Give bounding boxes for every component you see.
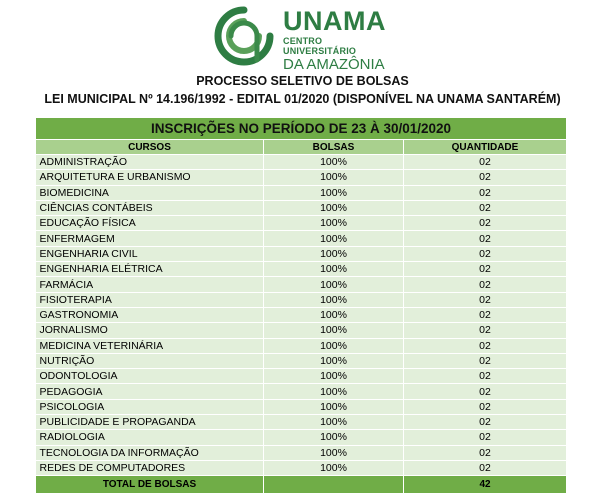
scholarship-percent: 100% <box>264 262 404 277</box>
course-name: ARQUITETURA E URBANISMO <box>36 170 264 185</box>
quantity: 02 <box>404 246 567 261</box>
quantity: 02 <box>404 185 567 200</box>
unama-emblem-icon <box>211 6 277 66</box>
table-row <box>36 200 567 215</box>
course-name: REDES DE COMPUTADORES <box>36 460 264 475</box>
course-name: ENGENHARIA ELÉTRICA <box>36 262 264 277</box>
course-name: ODONTOLOGIA <box>36 369 264 384</box>
table-row <box>36 430 567 445</box>
scholarship-percent: 100% <box>264 460 404 475</box>
course-name: EDUCAÇÃO FÍSICA <box>36 216 264 231</box>
table-body <box>36 155 567 476</box>
column-header-bolsas: BOLSAS <box>264 140 404 155</box>
scholarship-percent: 100% <box>264 445 404 460</box>
quantity: 02 <box>404 155 567 170</box>
logo-line2: DA AMAZÔNIA <box>283 56 385 73</box>
scholarship-percent: 100% <box>264 338 404 353</box>
column-header-quantidade: QUANTIDADE <box>404 140 567 155</box>
table-row <box>36 170 567 185</box>
course-name: NUTRIÇÃO <box>36 353 264 368</box>
course-name: TECNOLOGIA DA INFORMAÇÃO <box>36 445 264 460</box>
table-row <box>36 445 567 460</box>
table-banner: INSCRIÇÕES NO PERÍODO DE 23 À 30/01/2020 <box>36 118 567 140</box>
scholarship-percent: 100% <box>264 231 404 246</box>
scholarship-percent: 100% <box>264 155 404 170</box>
scholarship-percent: 100% <box>264 369 404 384</box>
quantity: 02 <box>404 445 567 460</box>
table-row <box>36 216 567 231</box>
table-row <box>36 246 567 261</box>
table-row <box>36 292 567 307</box>
course-name: RADIOLOGIA <box>36 430 264 445</box>
quantity: 02 <box>404 292 567 307</box>
table-row <box>36 277 567 292</box>
scholarship-percent: 100% <box>264 246 404 261</box>
page-subtitle: LEI MUNICIPAL Nº 14.196/1992 - EDITAL 01/2020 (DISPONÍVEL NA UNAMA SANTARÉM) <box>44 92 561 106</box>
scholarship-percent: 100% <box>264 170 404 185</box>
table-row <box>36 399 567 414</box>
scholarship-percent: 100% <box>264 216 404 231</box>
quantity: 02 <box>404 231 567 246</box>
course-name: ENGENHARIA CIVIL <box>36 246 264 261</box>
course-name: MEDICINA VETERINÁRIA <box>36 338 264 353</box>
quantity: 02 <box>404 170 567 185</box>
course-name: GASTRONOMIA <box>36 307 264 322</box>
course-name: CIÊNCIAS CONTÁBEIS <box>36 200 264 215</box>
course-name: FISIOTERAPIA <box>36 292 264 307</box>
scholarship-percent: 100% <box>264 399 404 414</box>
scholarship-percent: 100% <box>264 323 404 338</box>
table-row <box>36 185 567 200</box>
table-row <box>36 262 567 277</box>
quantity: 02 <box>404 430 567 445</box>
table-row <box>36 307 567 322</box>
quantity: 02 <box>404 277 567 292</box>
quantity: 02 <box>404 460 567 475</box>
table-row <box>36 369 567 384</box>
table-row <box>36 415 567 430</box>
course-name: PEDAGOGIA <box>36 384 264 399</box>
scholarship-percent: 100% <box>264 307 404 322</box>
total-spacer <box>264 476 404 494</box>
logo-line1: CENTRO UNIVERSITÁRIO <box>283 36 357 56</box>
course-name: PSICOLOGIA <box>36 399 264 414</box>
table-row <box>36 323 567 338</box>
quantity: 02 <box>404 307 567 322</box>
quantity: 02 <box>404 399 567 414</box>
table-row <box>36 353 567 368</box>
scholarship-percent: 100% <box>264 415 404 430</box>
course-name: ADMINISTRAÇÃO <box>36 155 264 170</box>
course-name: ENFERMAGEM <box>36 231 264 246</box>
table-row <box>36 460 567 475</box>
course-name: PUBLICIDADE E PROPAGANDA <box>36 415 264 430</box>
total-label: TOTAL DE BOLSAS <box>36 476 264 494</box>
scholarship-percent: 100% <box>264 430 404 445</box>
quantity: 02 <box>404 200 567 215</box>
quantity: 02 <box>404 323 567 338</box>
unama-logo <box>211 6 393 73</box>
logo-wordmark: UNAMA <box>283 6 386 36</box>
course-name: BIOMEDICINA <box>36 185 264 200</box>
table-row <box>36 155 567 170</box>
scholarship-percent: 100% <box>264 292 404 307</box>
table-row <box>36 231 567 246</box>
scholarship-percent: 100% <box>264 185 404 200</box>
table-row <box>36 384 567 399</box>
column-header-cursos: CURSOS <box>36 140 264 155</box>
quantity: 02 <box>404 262 567 277</box>
course-name: FARMÁCIA <box>36 277 264 292</box>
scholarship-percent: 100% <box>264 384 404 399</box>
quantity: 02 <box>404 369 567 384</box>
scholarship-table <box>35 117 567 494</box>
course-name: JORNALISMO <box>36 323 264 338</box>
total-value: 42 <box>404 476 567 494</box>
table-row <box>36 338 567 353</box>
scholarship-percent: 100% <box>264 277 404 292</box>
quantity: 02 <box>404 384 567 399</box>
scholarship-percent: 100% <box>264 200 404 215</box>
page-title: PROCESSO SELETIVO DE BOLSAS <box>196 74 409 88</box>
quantity: 02 <box>404 216 567 231</box>
scholarship-percent: 100% <box>264 353 404 368</box>
quantity: 02 <box>404 415 567 430</box>
quantity: 02 <box>404 338 567 353</box>
quantity: 02 <box>404 353 567 368</box>
